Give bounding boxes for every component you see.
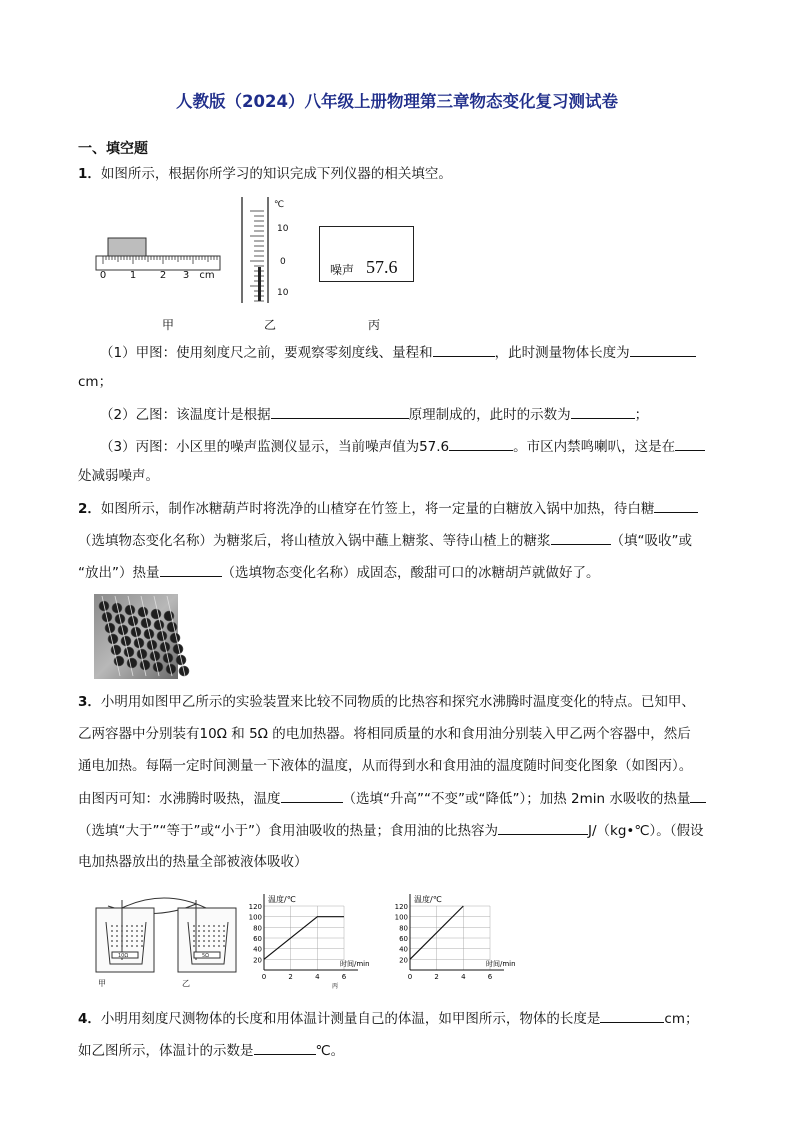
y-tick-label: 60 bbox=[399, 935, 408, 943]
y-tick-label: 60 bbox=[253, 935, 262, 943]
question-3-line-6: 电加热器放出的热量全部被液体吸收） bbox=[78, 854, 308, 870]
q1-part-2: （2）乙图：该温度计是根据 原理制成的，此时的示数为 ； bbox=[100, 404, 648, 425]
y-axis-label: 温度/℃ bbox=[414, 895, 442, 904]
x-tick-label: 6 bbox=[487, 973, 493, 981]
thermo-tick-label: 10 bbox=[277, 224, 289, 234]
ruler-tick-label: 1 bbox=[129, 270, 137, 281]
haw-ball bbox=[111, 645, 121, 655]
liquid-dot bbox=[193, 925, 195, 927]
answer-blank[interactable] bbox=[271, 404, 409, 419]
ruler-body bbox=[96, 256, 220, 270]
y-tick-label: 80 bbox=[399, 924, 408, 933]
liquid-dot bbox=[136, 940, 138, 942]
answer-blank[interactable] bbox=[551, 530, 611, 545]
liquid-dot bbox=[141, 930, 143, 932]
question-3-line-5: （选填“大于”“等于”或“小于”）食用油吸收的热量；食用油的比热容为 J/（kg•℃）。（假设 bbox=[78, 820, 704, 841]
ruler-unit: cm bbox=[199, 270, 215, 281]
liquid-dot bbox=[126, 945, 128, 947]
x-tick-label: 2 bbox=[288, 973, 293, 981]
answer-blank[interactable] bbox=[600, 1008, 664, 1023]
question-2-line-1: 2．如图所示，制作冰糖葫芦时将洗净的山楂穿在竹签上，将一定量的白糖放入锅中加热，待白糖 bbox=[78, 498, 698, 519]
x-tick-label: 2 bbox=[434, 973, 439, 981]
noise-label: 噪声 bbox=[330, 263, 355, 277]
question-4-line-1: 4．小明用刻度尺测物体的长度和用体温计测量自己的体温，如甲图所示，物体的长度是 cm； bbox=[78, 1008, 698, 1029]
liquid-dot bbox=[198, 935, 200, 937]
question-number: 3． bbox=[78, 694, 101, 710]
noise-value: 57.6 bbox=[366, 257, 398, 277]
liquid-dot bbox=[136, 935, 138, 937]
liquid-dot bbox=[131, 935, 133, 937]
liquid-dot bbox=[116, 925, 118, 927]
liquid-dot bbox=[218, 925, 220, 927]
liquid-dot bbox=[223, 940, 225, 942]
liquid-dot bbox=[208, 945, 210, 947]
liquid-dot bbox=[136, 930, 138, 932]
liquid-dot bbox=[203, 940, 205, 942]
page-title: 人教版（2024）八年级上册物理第三章物态变化复习测试卷 bbox=[176, 92, 618, 111]
container-jia bbox=[96, 900, 154, 972]
question-2-line-3: “放出”）热量 （选填物态变化名称）成固态，酸甜可口的冰糖胡芦就做好了。 bbox=[78, 562, 600, 583]
section-heading: 一、填空题 bbox=[78, 141, 148, 157]
liquid-dot bbox=[141, 940, 143, 942]
haw-ball bbox=[170, 633, 180, 643]
y-tick-label: 40 bbox=[399, 945, 408, 954]
y-tick-label: 120 bbox=[394, 903, 408, 911]
x-axis-label: 时间/min bbox=[340, 960, 370, 968]
label-bing: 丙 bbox=[332, 983, 339, 990]
question-1-stem bbox=[78, 164, 452, 184]
liquid-dot bbox=[203, 945, 205, 947]
liquid-dot bbox=[203, 935, 205, 937]
liquid-dot bbox=[203, 930, 205, 932]
x-axis-label: 时间/min bbox=[486, 960, 516, 968]
liquid-dot bbox=[223, 945, 225, 947]
ruler-tick-label: 2 bbox=[159, 270, 167, 281]
y-tick-label: 20 bbox=[399, 956, 408, 965]
haw-ball bbox=[140, 660, 150, 670]
liquid-dot bbox=[121, 945, 123, 947]
liquid-dot bbox=[223, 925, 225, 927]
liquid-dot bbox=[121, 940, 123, 942]
liquid-dot bbox=[213, 930, 215, 932]
liquid-dot bbox=[111, 930, 113, 932]
liquid-dot bbox=[141, 945, 143, 947]
liquid-dot bbox=[213, 945, 215, 947]
apparatus-figure bbox=[94, 890, 244, 990]
liquid-dot bbox=[193, 945, 195, 947]
question-3-line-2: 乙两容器中分别装有10Ω 和 5Ω 的电加热器。将相同质量的水和食用油分别装入甲乙两个容器中，然后 bbox=[78, 726, 691, 742]
question-2-line-2: （选填物态变化名称）为糖浆后，将山楂放入锅中蘸上糖浆、等待山楂上的糖浆 （填“吸收”或 bbox=[78, 530, 692, 551]
liquid-dot bbox=[193, 930, 195, 932]
y-tick-label: 100 bbox=[394, 913, 408, 922]
liquid-dot bbox=[193, 935, 195, 937]
liquid-dot bbox=[121, 925, 123, 927]
answer-blank[interactable] bbox=[675, 436, 705, 451]
liquid-dot bbox=[121, 935, 123, 937]
answer-blank[interactable] bbox=[690, 788, 706, 803]
liquid-dot bbox=[198, 925, 200, 927]
question-text: 如图所示，根据你所学习的知识完成下列仪器的相关填空。 bbox=[100, 166, 452, 182]
answer-blank[interactable] bbox=[498, 820, 588, 835]
liquid-dot bbox=[208, 930, 210, 932]
answer-blank[interactable] bbox=[160, 562, 222, 577]
answer-blank[interactable] bbox=[433, 342, 495, 357]
question-number: 1． bbox=[78, 166, 101, 182]
thermo-tick-label: 0 bbox=[280, 257, 286, 267]
x-tick-label: 0 bbox=[407, 973, 413, 981]
haw-ball bbox=[127, 658, 137, 668]
liquid-dot bbox=[111, 945, 113, 947]
answer-blank[interactable] bbox=[281, 788, 343, 803]
answer-blank[interactable] bbox=[654, 498, 698, 513]
haw-ball bbox=[151, 609, 161, 619]
liquid-dot bbox=[198, 940, 200, 942]
y-tick-label: 40 bbox=[253, 945, 262, 954]
caption-yi: 乙 bbox=[264, 318, 277, 332]
liquid-dot bbox=[213, 935, 215, 937]
answer-blank[interactable] bbox=[630, 342, 696, 357]
liquid-dot bbox=[116, 930, 118, 932]
haw-ball bbox=[154, 620, 164, 630]
liquid-dot bbox=[116, 940, 118, 942]
liquid-dot bbox=[111, 935, 113, 937]
answer-blank[interactable] bbox=[571, 404, 635, 419]
question-4-line-2: 如乙图所示，体温计的示数是 ℃。 bbox=[78, 1040, 344, 1061]
liquid-dot bbox=[218, 935, 220, 937]
candied-haws-photo bbox=[94, 594, 178, 679]
x-tick-label: 0 bbox=[261, 973, 267, 981]
liquid-dot bbox=[111, 940, 113, 942]
heater-label: 10Ω bbox=[118, 953, 129, 959]
heater-label: 5Ω bbox=[202, 953, 210, 959]
liquid-dot bbox=[218, 940, 220, 942]
y-tick-label: 120 bbox=[248, 903, 262, 911]
liquid-dot bbox=[131, 925, 133, 927]
caption-jia: 甲 bbox=[162, 318, 175, 332]
liquid-dot bbox=[193, 940, 195, 942]
liquid-dot bbox=[131, 940, 133, 942]
temperature-time-graph-1 bbox=[244, 890, 370, 990]
measured-block bbox=[108, 238, 146, 256]
liquid-dot bbox=[213, 925, 215, 927]
noise-meter bbox=[319, 226, 414, 282]
liquid-dot bbox=[131, 930, 133, 932]
haw-ball bbox=[124, 647, 134, 657]
question-3-line-4: 由图丙可知：水沸腾时吸热，温度 （选填“升高”“不变”或“降低”）；加热 2min 水吸收的热量 bbox=[78, 788, 706, 809]
container-yi bbox=[178, 900, 236, 972]
liquid-dot bbox=[218, 945, 220, 947]
x-tick-label: 4 bbox=[315, 973, 320, 981]
y-tick-label: 20 bbox=[253, 956, 262, 965]
liquid-dot bbox=[121, 930, 123, 932]
liquid-dot bbox=[198, 930, 200, 932]
liquid-dot bbox=[116, 935, 118, 937]
liquid-dot bbox=[126, 940, 128, 942]
answer-blank[interactable] bbox=[449, 436, 513, 451]
liquid-dot bbox=[213, 940, 215, 942]
ruler-tick-label: 0 bbox=[99, 270, 107, 281]
haw-ball bbox=[138, 607, 148, 617]
q1-part-3-cont: 处减弱噪声。 bbox=[78, 468, 159, 484]
liquid-dot bbox=[126, 935, 128, 937]
ruler-figure bbox=[94, 236, 224, 282]
liquid-dot bbox=[208, 940, 210, 942]
liquid-dot bbox=[116, 945, 118, 947]
liquid-dot bbox=[223, 935, 225, 937]
temperature-time-graph-2 bbox=[390, 890, 535, 982]
liquid-dot bbox=[223, 930, 225, 932]
question-number: 2． bbox=[78, 501, 101, 517]
mercury-column bbox=[258, 267, 261, 301]
label-yi: 乙 bbox=[182, 979, 190, 988]
liquid-dot bbox=[208, 935, 210, 937]
liquid-dot bbox=[136, 925, 138, 927]
q1-part-1: （1）甲图：使用刻度尺之前，要观察零刻度线、量程和 ，此时测量物体长度为 bbox=[100, 342, 696, 363]
y-tick-label: 80 bbox=[253, 924, 262, 933]
label-jia: 甲 bbox=[98, 979, 106, 988]
liquid-dot bbox=[141, 925, 143, 927]
liquid-dot bbox=[111, 925, 113, 927]
answer-blank[interactable] bbox=[254, 1040, 316, 1055]
q1-part-1-cont: cm； bbox=[78, 374, 113, 390]
haw-ball bbox=[167, 622, 177, 632]
question-number: 4． bbox=[78, 1011, 101, 1027]
liquid-dot bbox=[203, 925, 205, 927]
question-3-line-3: 通电加热。每隔一定时间测量一下液体的温度，从而得到水和食用油的温度随时间变化图象（如图丙）。 bbox=[78, 758, 693, 774]
y-axis-label: 温度/℃ bbox=[268, 895, 296, 904]
liquid-dot bbox=[141, 935, 143, 937]
question-3-line-1: 3．小明用如图甲乙所示的实验装置来比较不同物质的比热容和探究水沸腾时温度变化的特点。已知甲、 bbox=[78, 694, 695, 710]
thermo-tick-label: 10 bbox=[277, 288, 289, 298]
y-tick-label: 100 bbox=[248, 913, 262, 922]
haw-ball bbox=[108, 634, 118, 644]
x-tick-label: 6 bbox=[341, 973, 347, 981]
liquid-dot bbox=[126, 930, 128, 932]
liquid-dot bbox=[136, 945, 138, 947]
liquid-dot bbox=[131, 945, 133, 947]
x-tick-label: 4 bbox=[461, 973, 466, 981]
caption-bing: 丙 bbox=[368, 318, 381, 332]
liquid-dot bbox=[126, 925, 128, 927]
q1-part-3: （3）丙图：小区里的噪声监测仪显示，当前噪声值为57.6 。市区内禁鸣喇叭，这是在 bbox=[100, 436, 705, 457]
thermometer-figure bbox=[240, 197, 300, 305]
liquid-dot bbox=[208, 925, 210, 927]
liquid-dot bbox=[218, 930, 220, 932]
ruler-tick-label: 3 bbox=[182, 270, 190, 281]
thermo-unit: ℃ bbox=[274, 200, 285, 210]
liquid-dot bbox=[198, 945, 200, 947]
